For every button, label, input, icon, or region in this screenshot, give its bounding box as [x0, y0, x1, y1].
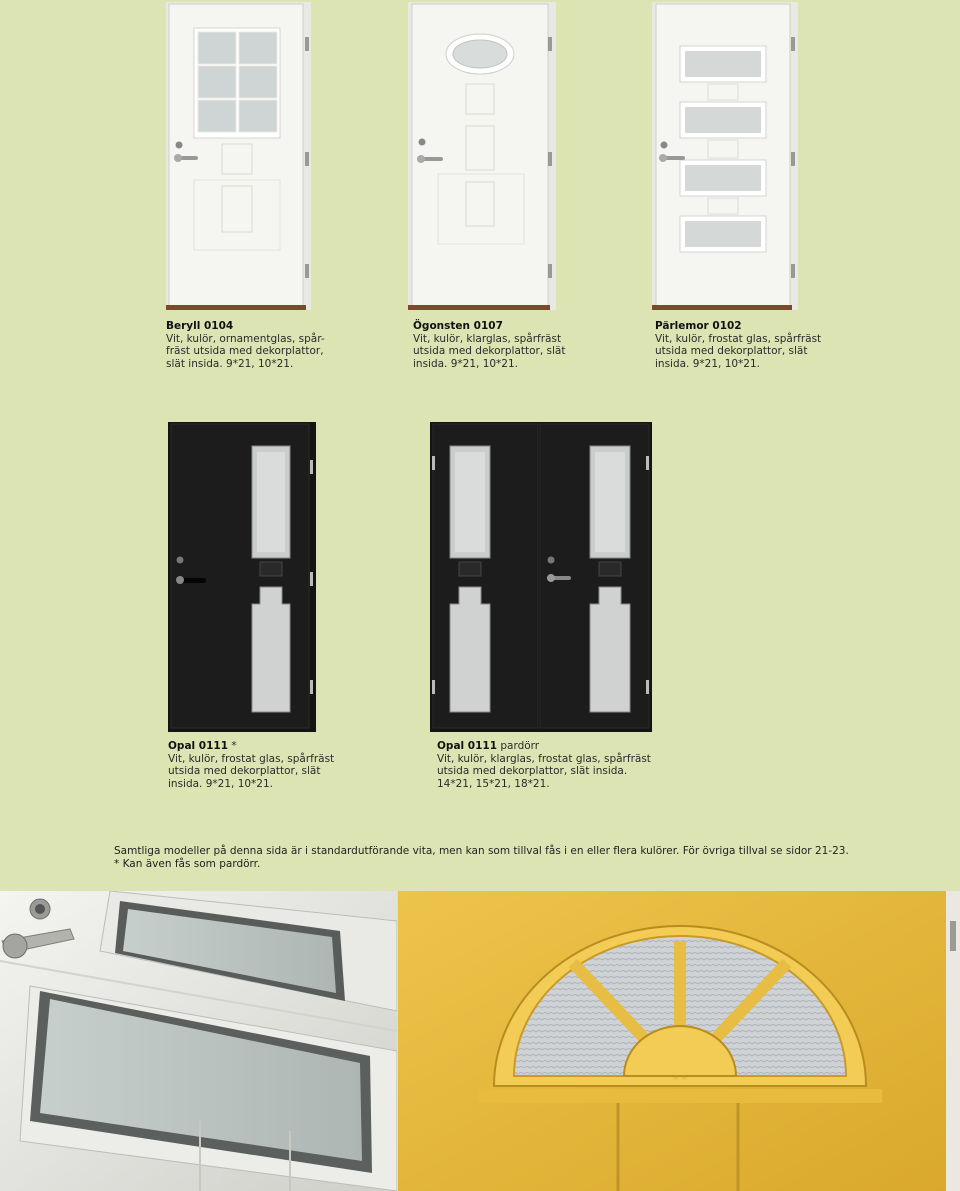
closeup-photo-white-door — [0, 891, 397, 1191]
footnote — [114, 845, 874, 871]
caption-line: utsida med dekorplattor, slät insida. — [437, 765, 628, 777]
caption-line: insida. 9*21, 10*21. — [655, 357, 761, 370]
caption-line: utsida med dekorplattor, slät — [413, 345, 566, 357]
caption-parlemor — [655, 320, 855, 370]
caption-line: 14*21, 15*21, 18*21. — [437, 777, 550, 790]
door-image-ogonsten — [408, 2, 556, 310]
caption-line: Vit, kulör, klarglas, frostat glas, spårfräst — [437, 752, 651, 765]
door-image-beryll — [166, 2, 311, 310]
caption-opal — [168, 740, 368, 790]
door-name: Opal 0111 — [437, 740, 498, 752]
closeup-photo-yellow-door — [398, 891, 960, 1191]
caption-line: Vit, kulör, klarglas, spårfräst — [413, 332, 562, 345]
caption-beryll — [166, 320, 326, 370]
caption-line: Vit, kulör, frostat glas, spårfräst — [655, 332, 822, 345]
footnote-line: Samtliga modeller på denna sida är i standardutförande vita, men kan som tillval fås i en eller flera kulörer. För övriga tillval se sidor 21-23. — [114, 845, 849, 857]
caption-ogonsten — [413, 320, 583, 370]
caption-line: slät insida. 9*21, 10*21. — [166, 357, 294, 370]
door-name-suffix: pardörr — [497, 740, 540, 752]
door-name: Ögonsten 0107 — [413, 320, 503, 332]
caption-line: utsida med dekorplattor, slät — [655, 345, 808, 357]
door-name-suffix: * — [228, 740, 237, 752]
footnote-asterisk-line: * Kan även fås som pardörr. — [114, 858, 261, 870]
door-name: Pärlemor 0102 — [655, 320, 742, 332]
door-name: Beryll 0104 — [166, 320, 234, 332]
caption-line: insida. 9*21, 10*21. — [413, 357, 519, 370]
caption-line: fräst utsida med dekorplattor, — [166, 345, 324, 357]
door-image-parlemor — [652, 2, 798, 310]
caption-opal-pardorr — [437, 740, 697, 790]
door-name: Opal 0111 — [168, 740, 229, 752]
caption-line: Vit, kulör, ornamentglas, spår- — [166, 332, 325, 345]
caption-line: insida. 9*21, 10*21. — [168, 777, 274, 790]
door-image-opal — [168, 422, 316, 732]
door-image-opal-pardorr — [430, 422, 652, 732]
caption-line: utsida med dekorplattor, slät — [168, 765, 321, 777]
caption-line: Vit, kulör, frostat glas, spårfräst — [168, 752, 335, 765]
